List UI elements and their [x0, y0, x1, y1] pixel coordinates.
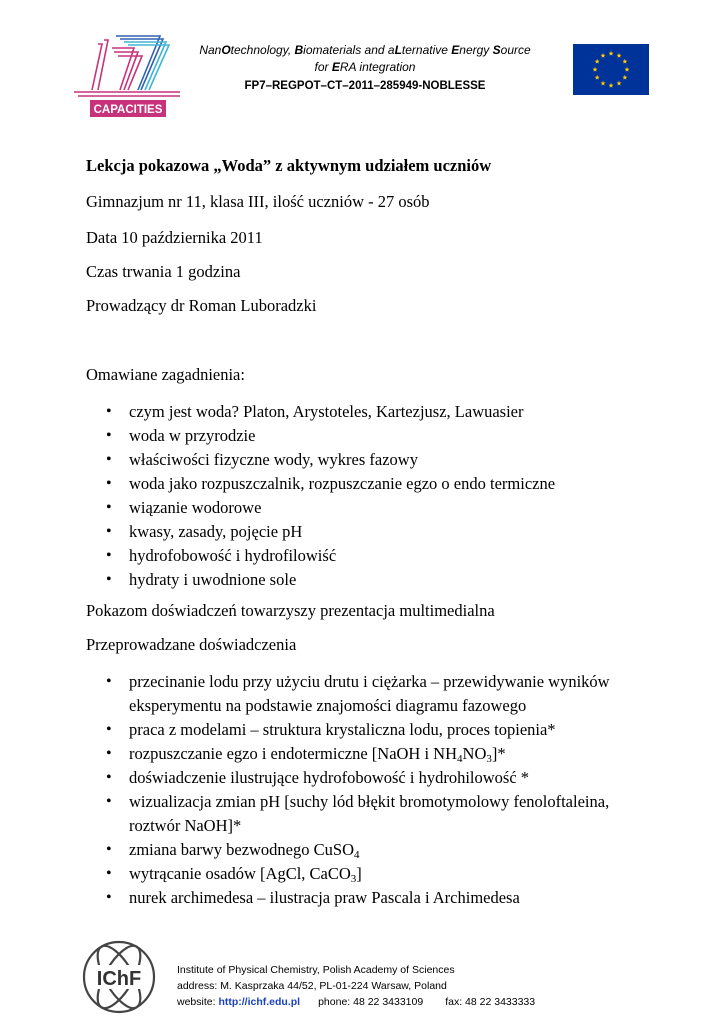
list-item: • woda w przyrodzie — [86, 424, 555, 448]
list-item: • zmiana barwy bezwodnego CuSO$_4$ — [86, 838, 610, 862]
date-info: Data 10 października 2011 — [86, 228, 263, 247]
footer-contact — [177, 962, 535, 1010]
ichf-logo — [80, 938, 158, 1016]
project-name-line: NanOtechnology, Biomaterials and aLternative Energy Source — [199, 43, 531, 57]
list-item: • wiązanie wodorowe — [86, 496, 555, 520]
fp7-capacities-logo — [68, 28, 186, 124]
list-item: • przecinanie lodu przy użyciu drutu i ciężarka – przewidywanie wyników eksperymentu na podstawie znajomości diagramu fazowego — [86, 670, 610, 718]
list-item: • kwasy, zasady, pojęcie pH — [86, 520, 555, 544]
list-item: • wizualizacja zmian pH [suchy lód błękit bromotymolowy fenoloftaleina, roztwór NaOH]* — [86, 790, 610, 838]
list-item: • hydraty i uwodnione sole — [86, 568, 555, 592]
experiments-list — [86, 670, 610, 910]
list-item: • właściwości fizyczne wody, wykres fazowy — [86, 448, 555, 472]
project-subtitle-line: for ERA integration — [314, 60, 416, 74]
institute-address: address: M. Kasprzaka 44/52, PL-01-224 Warsaw, Poland — [177, 980, 447, 992]
list-item: • wytrącanie osadów [AgCl, CaCO$_3$] — [86, 862, 610, 886]
teacher-info: Prowadzący dr Roman Luboradzki — [86, 296, 317, 315]
institute-name: Institute of Physical Chemistry, Polish Academy of Sciences — [177, 964, 455, 976]
eu-flag-icon — [573, 44, 649, 95]
school-info: Gimnazjum nr 11, klasa III, ilość uczniów - 27 osób — [86, 192, 430, 211]
list-item: • nurek archimedesa – ilustracja praw Pascala i Archimedesa — [86, 886, 610, 910]
list-item: • woda jako rozpuszczalnik, rozpuszczanie egzo o endo termiczne — [86, 472, 555, 496]
list-item: • hydrofobowość i hydrofilowiść — [86, 544, 555, 568]
fax-number: fax: 48 22 3433333 — [445, 996, 536, 1008]
page-title: Lekcja pokazowa „Woda” z aktywnym udziałem uczniów — [86, 156, 492, 175]
list-item: • praca z modelami – struktura krystaliczna lodu, proces topienia* — [86, 718, 610, 742]
page-header — [0, 0, 725, 130]
ichf-logo-text: IChF — [96, 968, 142, 990]
list-item: • rozpuszczanie egzo i endotermiczne [NaOH i $NH_4NO_3]*$ — [86, 742, 610, 766]
contact-line: website: http://ichf.edu.pl phone: 48 22 3433109 fax: 48 22 3433333 — [177, 996, 536, 1008]
list-item: • czym jest woda? Platon, Arystoteles, Kartezjusz, Lawuasier — [86, 400, 555, 424]
list-item: • doświadczenie ilustrujące hydrofobowość i hydrohilowość * — [86, 766, 610, 790]
topics-heading: Omawiane zagadnienia: — [86, 365, 245, 384]
experiments-heading: Przeprowadzane doświadczenia — [86, 635, 297, 654]
logo-text: CAPACITIES — [93, 104, 163, 116]
grant-code: FP7–REGPOT–CT–2011–285949-NOBLESSE — [244, 80, 486, 92]
topics-list — [86, 400, 555, 592]
phone-number: phone: 48 22 3433109 — [318, 996, 424, 1008]
project-title — [180, 42, 550, 96]
website-link[interactable]: http://ichf.edu.pl — [218, 996, 301, 1008]
duration-info: Czas trwania 1 godzina — [86, 262, 241, 281]
presentation-note: Pokazom doświadczeń towarzyszy prezentacja multimedialna — [86, 601, 495, 620]
